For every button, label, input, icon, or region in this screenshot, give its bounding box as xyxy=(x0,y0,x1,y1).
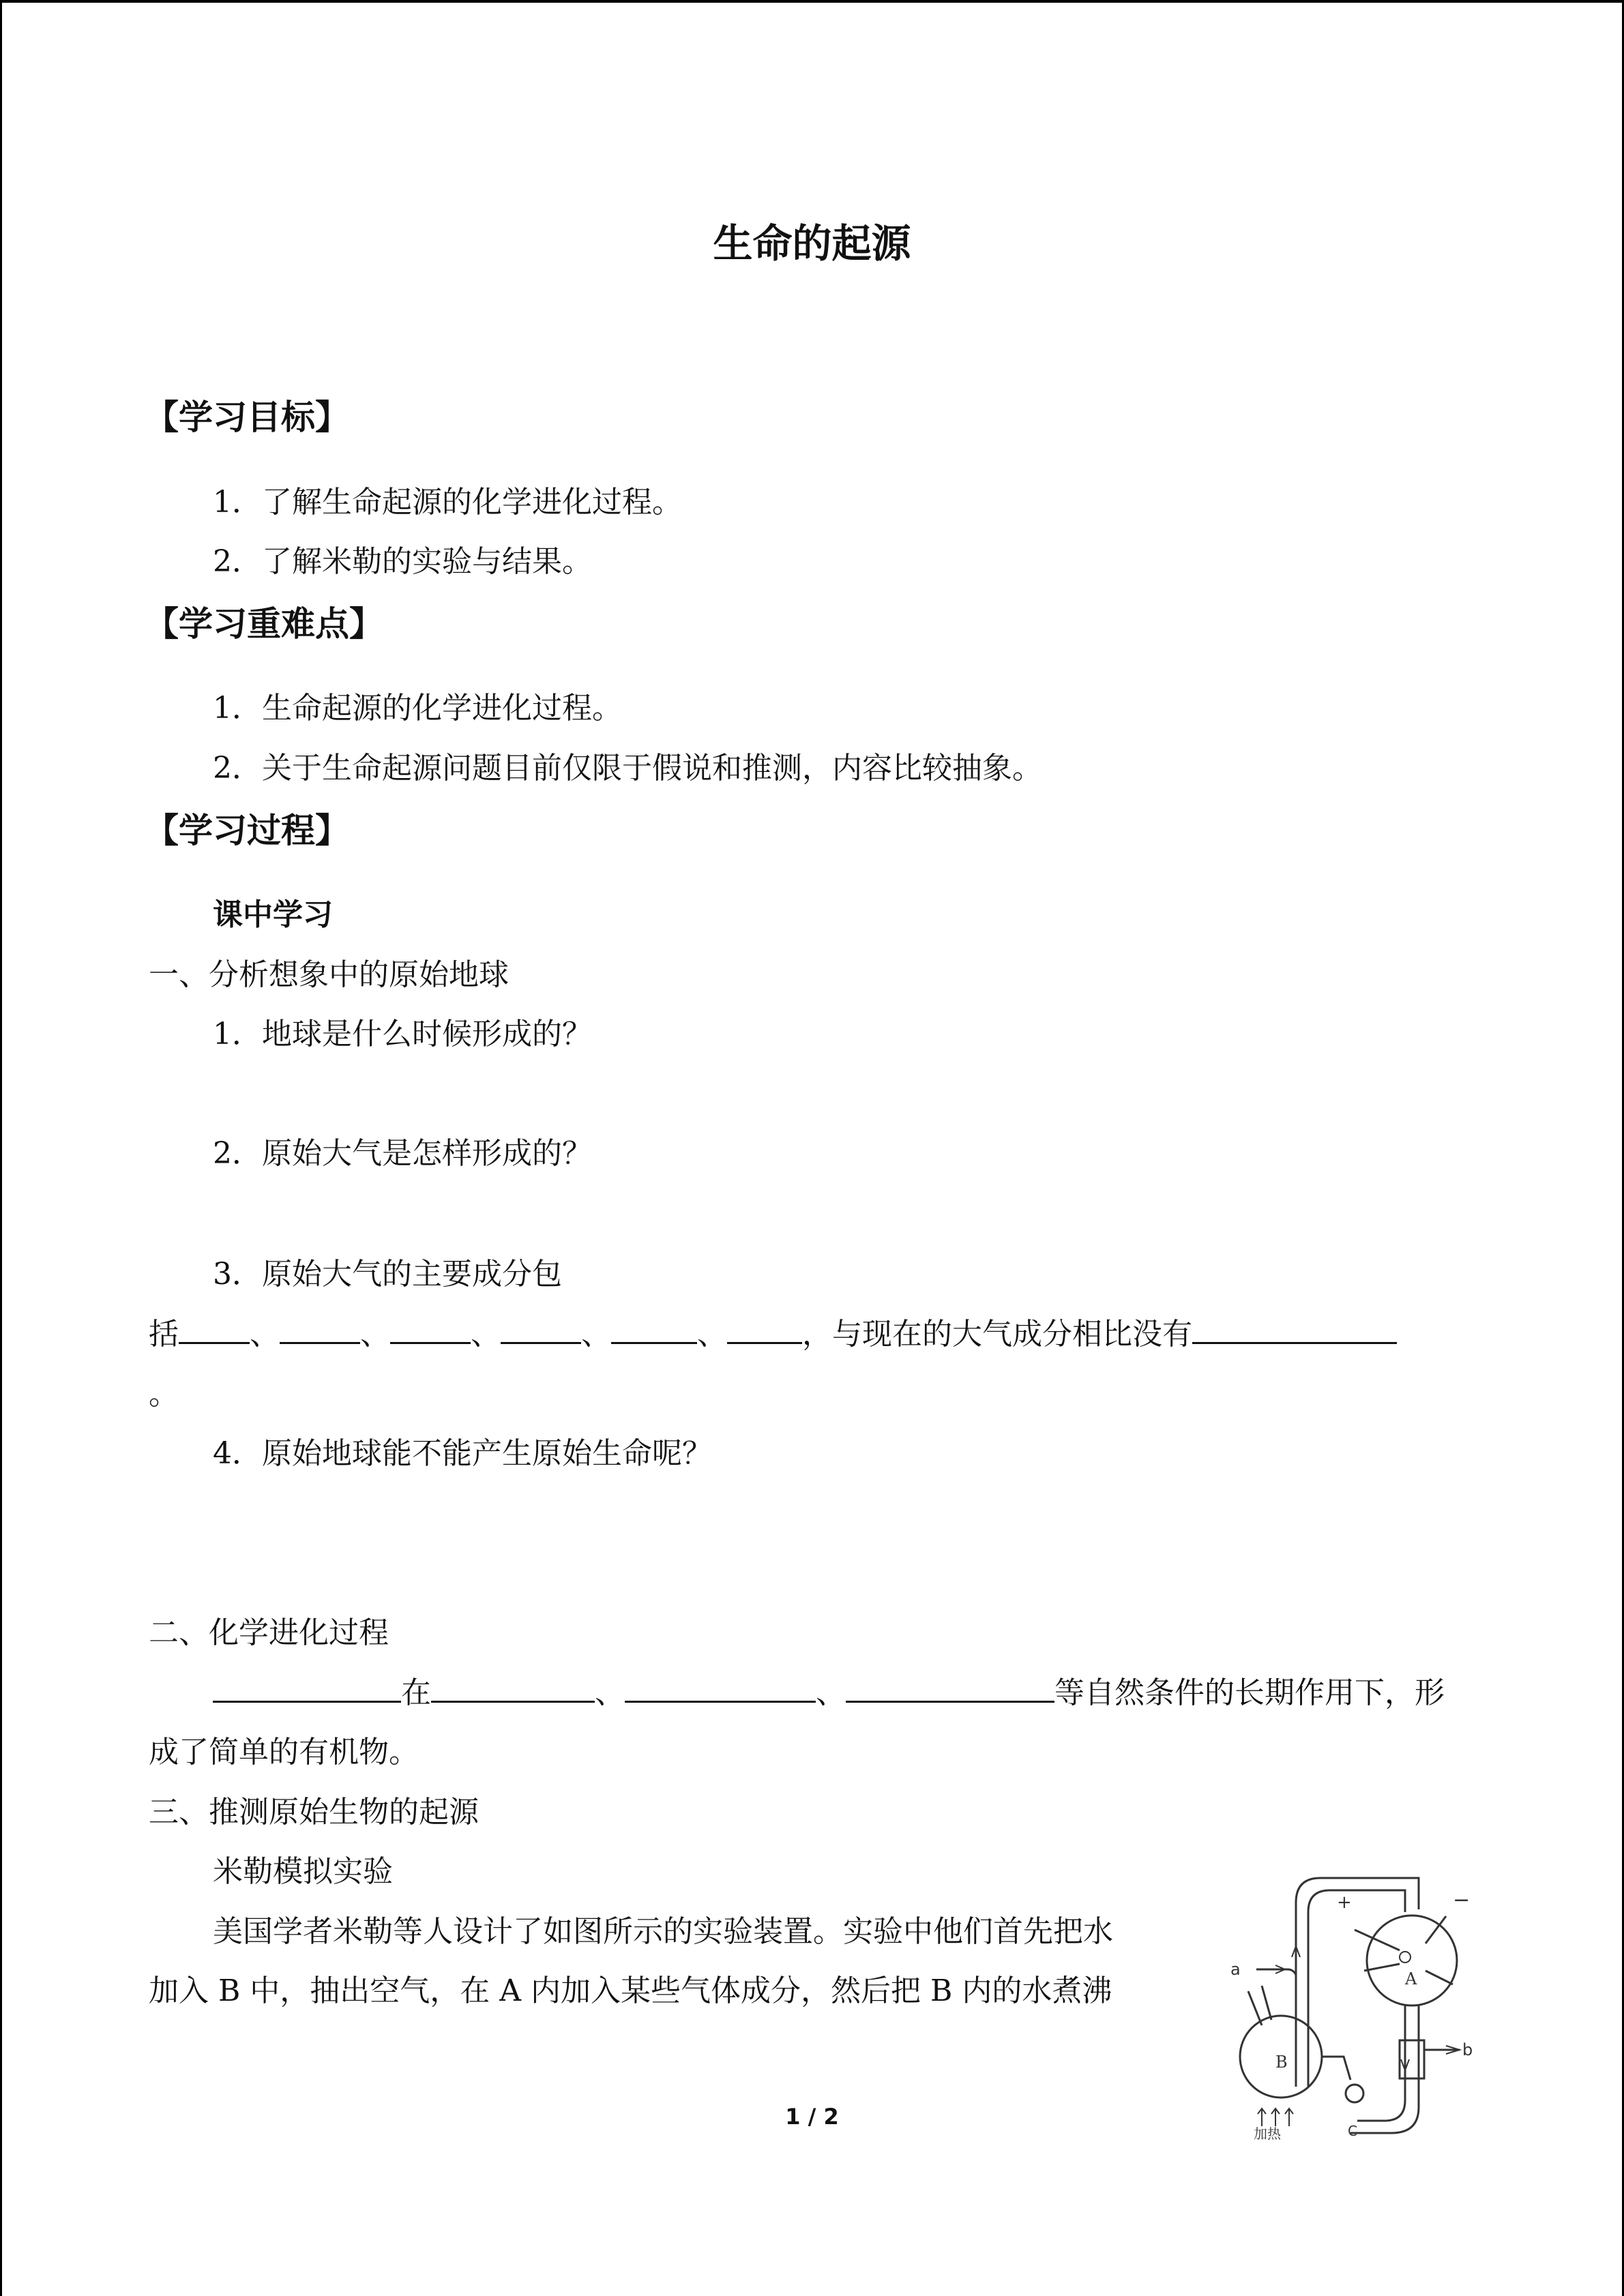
page-title: 生命的起源 xyxy=(713,220,911,267)
q3-prefix: 括 xyxy=(149,1317,179,1352)
label-plus: + xyxy=(1337,1892,1352,1913)
part1-title: 一、分析想象中的原始地球 xyxy=(149,957,509,992)
connect-tube xyxy=(1322,2057,1350,2080)
separator: 、 xyxy=(581,1317,611,1352)
label-flask-b: B xyxy=(1275,2053,1288,2072)
part2-line1 xyxy=(213,1668,1445,1712)
part2-title: 二、化学进化过程 xyxy=(149,1615,389,1650)
spark-icon xyxy=(1400,1952,1411,1963)
answer-blank[interactable] xyxy=(213,1673,401,1703)
question-1: 1．地球是什么时候形成的？ xyxy=(213,1017,592,1052)
separator: 、 xyxy=(697,1317,727,1352)
label-heat: 加热 xyxy=(1254,2126,1281,2141)
flask-a xyxy=(1367,1915,1457,2006)
question-3-line1: 3．原始大气的主要成分包 xyxy=(213,1257,562,1292)
q3-mid-text: ，与现在的大气成分相比没有 xyxy=(802,1317,1192,1352)
separator: 、 xyxy=(360,1317,390,1352)
answer-blank[interactable] xyxy=(390,1315,471,1344)
answer-blank[interactable] xyxy=(846,1673,1054,1703)
flask-b-neck xyxy=(1248,1986,1271,2025)
miller-paragraph-line1: 美国学者米勒等人设计了如图所示的实验装置。实验中他们首先把水 xyxy=(213,1914,1113,1949)
answer-blank[interactable] xyxy=(1192,1315,1397,1344)
page-number: 1 / 2 xyxy=(785,2104,839,2130)
part2-at: 在 xyxy=(401,1675,431,1710)
page-border-top xyxy=(0,0,1624,3)
part3-title: 三、推测原始生物的起源 xyxy=(149,1795,479,1830)
question-3-line2 xyxy=(149,1309,1397,1353)
page-border-left xyxy=(0,0,2,2296)
separator: 、 xyxy=(595,1675,625,1710)
label-flask-a: A xyxy=(1405,1969,1417,1988)
miller-apparatus-figure xyxy=(1221,1862,1480,2141)
key-point-item: 2．关于生命起源问题目前仅限于假说和推测，内容比较抽象。 xyxy=(213,751,1042,786)
objectives-heading: 【学习目标】 xyxy=(145,398,349,437)
label-outlet-b: b xyxy=(1462,2040,1473,2059)
label-inlet-a: a xyxy=(1230,1960,1241,1979)
answer-blank[interactable] xyxy=(625,1673,816,1703)
inlet-a xyxy=(1256,1969,1296,1975)
answer-blank[interactable] xyxy=(611,1315,697,1344)
separator: 、 xyxy=(250,1317,280,1352)
objective-item: 1．了解生命起源的化学进化过程。 xyxy=(213,485,682,520)
miller-subtitle: 米勒模拟实验 xyxy=(213,1854,393,1889)
miller-paragraph-line2: 加入 B 中，抽出空气，在 A 内加入某些气体成分，然后把 B 内的水煮沸 xyxy=(149,1973,1112,2008)
answer-blank[interactable] xyxy=(280,1315,360,1344)
answer-blank[interactable] xyxy=(431,1673,595,1703)
label-trap-c: C xyxy=(1348,2123,1357,2139)
label-minus: − xyxy=(1453,1888,1471,1912)
answer-blank[interactable] xyxy=(179,1315,250,1344)
answer-blank[interactable] xyxy=(727,1315,802,1344)
separator: 、 xyxy=(471,1317,501,1352)
trap-c xyxy=(1346,2085,1363,2102)
answer-blank[interactable] xyxy=(501,1315,581,1344)
question-4: 4．原始地球能不能产生原始生命呢？ xyxy=(213,1436,712,1471)
key-points-heading: 【学习重难点】 xyxy=(145,604,383,644)
separator: 、 xyxy=(816,1675,846,1710)
key-point-item: 1．生命起源的化学进化过程。 xyxy=(213,691,622,726)
q3-end: 。 xyxy=(149,1377,179,1412)
objective-item: 2．了解米勒的实验与结果。 xyxy=(213,544,592,579)
part2-tail: 等自然条件的长期作用下，形 xyxy=(1054,1675,1445,1710)
process-heading: 【学习过程】 xyxy=(145,811,349,850)
condenser xyxy=(1400,2040,1424,2078)
part2-line2: 成了简单的有机物。 xyxy=(149,1735,419,1770)
question-2: 2．原始大气是怎样形成的？ xyxy=(213,1136,592,1171)
in-class-subheading: 课中学习 xyxy=(213,897,333,932)
